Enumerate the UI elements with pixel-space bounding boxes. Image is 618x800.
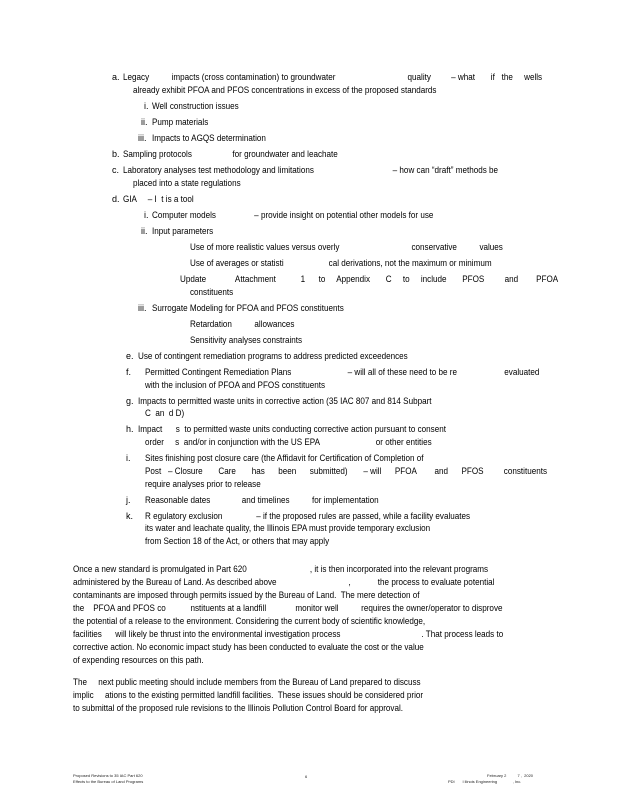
bullet-averages: Use of averages or statisti cal derivations, not the maximum or minimum bbox=[190, 258, 492, 268]
item-a-line1: Legacy impacts (cross contamination) to groundwater quality – what if the wells bbox=[123, 72, 543, 82]
item-i-marker: i. bbox=[126, 453, 131, 463]
item-i-line3: require analyses prior to release bbox=[145, 479, 261, 489]
item-a-iii-text: Impacts to AGQS determination bbox=[152, 133, 266, 143]
paragraph1-line: corrective action. No economic impact study has been conducted to evaluate the cost or the value bbox=[73, 642, 424, 652]
footer-document-title: Proposed Revisions to 35 IAC Part 620 bbox=[73, 773, 143, 778]
item-j-text: Reasonable dates and timelines for implementation bbox=[145, 495, 379, 505]
paragraph2-line: The next public meeting should include members from the Bureau of Land prepared to discuss bbox=[73, 677, 421, 687]
item-a-ii-text: Pump materials bbox=[152, 117, 209, 127]
item-k-line1: R egulatory exclusion – if the proposed rules are passed, while a facility evaluates bbox=[145, 511, 471, 521]
paragraph1-line: the potential of a release to the environment. Considering the current body of scientific knowledge, bbox=[73, 616, 426, 626]
item-a-i-text: Well construction issues bbox=[152, 101, 239, 111]
item-k-marker: k. bbox=[126, 511, 134, 521]
item-a-iii-marker: iii. bbox=[138, 133, 147, 143]
paragraph1-line: facilities will likely be thrust into the environmental investigation process . That process leads to bbox=[73, 629, 504, 639]
item-f-line2: with the inclusion of PFOA and PFOS constituents bbox=[145, 380, 326, 390]
item-c-marker: c. bbox=[112, 165, 120, 175]
item-e-text: Use of contingent remediation programs to address predicted exceedences bbox=[138, 351, 408, 361]
paragraph1-line: the PFOA and PFOS co nstituents at a landfill monitor well requires the owner/operator to disprove bbox=[73, 603, 503, 613]
item-b-marker: b. bbox=[112, 149, 120, 159]
item-g-line2: C an d D) bbox=[145, 408, 185, 418]
paragraph1-line: administered by the Bureau of Land. As described above , the process to evaluate potential bbox=[73, 577, 495, 587]
item-d-text: GIA – I t is a tool bbox=[123, 194, 194, 204]
item-d-marker: d. bbox=[112, 194, 120, 204]
item-d-ii-marker: ii. bbox=[141, 226, 148, 236]
item-d-i-text: Computer models – provide insight on potential other models for use bbox=[152, 210, 434, 220]
item-k-line2: its water and leachate quality, the Illinois EPA must provide temporary exclusion bbox=[145, 523, 431, 533]
paragraph1-line: Once a new standard is promulgated in Part 620 , it is then incorporated into the relevant programs bbox=[73, 564, 489, 574]
item-g-marker: g. bbox=[126, 396, 134, 406]
bullet-update-attachment-line1: Update Attachment 1 to Appendix C to include PFOS and PFOA bbox=[180, 274, 559, 284]
footer-document-subtitle: Effects to the Bureau of Land Programs bbox=[73, 779, 144, 784]
item-d-iii-marker: iii. bbox=[138, 303, 147, 313]
footer-date: February 2 7 , 2020 bbox=[487, 773, 534, 778]
item-f-line1: Permitted Contingent Remediation Plans – will all of these need to be re evaluated bbox=[145, 367, 540, 377]
item-j-marker: j. bbox=[126, 495, 131, 505]
bullet-update-attachment-line2: constituents bbox=[190, 287, 234, 297]
paragraph2-line: to submittal of the proposed rule revisions to the Illinois Pollution Control Board for approval. bbox=[73, 703, 404, 713]
bullet-sensitivity: Sensitivity analyses constraints bbox=[190, 335, 303, 345]
item-a-line2: already exhibit PFOA and PFOS concentrations in excess of the proposed standards bbox=[133, 85, 437, 95]
item-i-line2: Post – Closure Care has been submitted) – will PFOA and PFOS constituents bbox=[145, 466, 548, 476]
bullet-realistic-values: Use of more realistic values versus overly conservative values bbox=[190, 242, 503, 252]
item-g-line1: Impacts to permitted waste units in corrective action (35 IAC 807 and 814 Subpart bbox=[138, 396, 432, 406]
bullet-retardation: Retardation allowances bbox=[190, 319, 295, 329]
item-e-marker: e. bbox=[126, 351, 134, 361]
item-c-line2: placed into a state regulations bbox=[133, 178, 241, 188]
item-a-i-marker: i. bbox=[144, 101, 149, 111]
item-a-ii-marker: ii. bbox=[141, 117, 148, 127]
item-d-iii-text: Surrogate Modeling for PFOA and PFOS constituents bbox=[152, 303, 344, 313]
item-d-i-marker: i. bbox=[144, 210, 149, 220]
item-a-marker: a. bbox=[112, 72, 120, 82]
item-h-line1: Impact s to permitted waste units conducting corrective action pursuant to consent bbox=[138, 424, 446, 434]
item-b-text: Sampling protocols for groundwater and leachate bbox=[123, 149, 338, 159]
item-c-line1: Laboratory analyses test methodology and limitations – how can “draft” methods be bbox=[123, 165, 499, 175]
item-f-marker: f. bbox=[126, 367, 132, 377]
item-k-line3: from Section 18 of the Act, or others that may apply bbox=[145, 536, 330, 546]
paragraph2-line: implic ations to the existing permitted landfill facilities. These issues should be considered prior bbox=[73, 690, 424, 700]
paragraph1-line: contaminants are imposed through permits issued by the Bureau of Land. The mere detection of bbox=[73, 590, 420, 600]
item-h-marker: h. bbox=[126, 424, 134, 434]
item-i-line1: Sites finishing post closure care (the Affidavit for Certification of Completion of bbox=[145, 453, 424, 463]
item-d-ii-text: Input parameters bbox=[152, 226, 214, 236]
item-h-line2: order s and/or in conjunction with the US EPA or other entities bbox=[145, 437, 432, 447]
footer-page-number: 6 bbox=[305, 774, 308, 779]
paragraph1-line: of expending resources on this path. bbox=[73, 655, 204, 665]
footer-company: PDI I llinois Engineering , Inc. bbox=[448, 779, 522, 784]
